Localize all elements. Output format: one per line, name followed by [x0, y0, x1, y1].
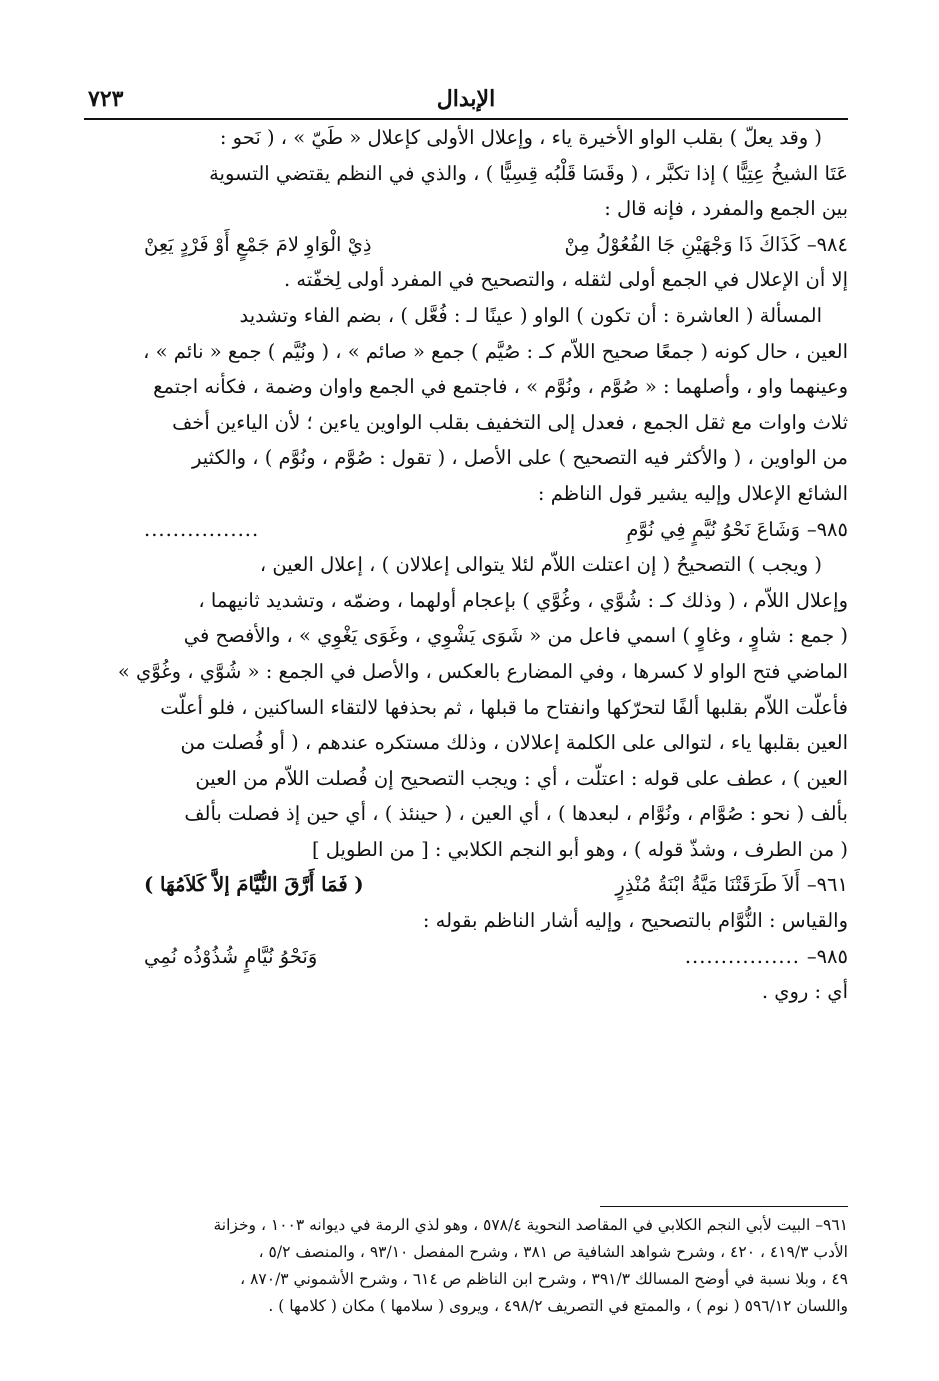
text-line: ( جمع : شاوٍ ، وغاوٍ ) اسمي فاعل من « شَوَى يَشْوِي ، وغَوَى يَغْوِي » ، والأفصح في	[183, 624, 848, 648]
verse-number: ٩٨٥–	[806, 944, 848, 968]
verse-first-hemistich: كَذَاكَ ذَا وَجْهَيْنِ جَا الفُعُوْلُ مِنْ	[564, 232, 800, 256]
verse-985a	[84, 512, 848, 548]
verse-second-hemistich: ذِيْ الْوَاوِ لامَ جَمْعٍ أَوْ فَرْدٍ يَعِنْ	[144, 232, 372, 256]
verse-second-hemistich: وَنَحْوُ نُيَّامٍ شُذُوْذُه نُمِي	[144, 944, 318, 968]
page-header	[84, 84, 848, 120]
text-line: فأعلّت اللاّم بقلبها ألفًا لتحرّكها وانفتاح ما قبلها ، ثم بحذفها لالتقاء الساكنين ، فلو أعلّت	[160, 695, 848, 719]
text-line: بين الجمع والمفرد ، فإنه قال :	[604, 197, 848, 221]
verse-omitted-hemistich: ................	[684, 944, 800, 968]
verse-first-hemistich: وَشَاعَ نَحْوُ نُيَّمٍ فِي نُوَّمِ	[626, 517, 800, 541]
footnotes	[84, 1212, 848, 1320]
text-line: إلا أن الإعلال في الجمع أولى لثقله ، والتصحيح في المفرد أولى لِخفّته .	[283, 268, 848, 292]
text-line: ثلاث واوات مع ثقل الجمع ، فعدل إلى التخفيف بقلب الواوين ياءين ؛ لأن الياءين أخف	[172, 410, 848, 434]
text-line: بألف ( نحو : صُوَّام ، ونُوَّام ، لبعدها ) ، أي العين ، ( حينئذ ) ، أي حين إذ فصلت بألف	[184, 802, 848, 826]
text-line: الماضي فتح الواو لا كسرها ، وفي المضارع بالعكس ، والأصل في الجمع : « شُوَّي ، وغُوَّي »	[117, 659, 848, 683]
chapter-title: الإبدال	[436, 86, 496, 112]
text-line: ( ويجب ) التصحيحُ ( إن اعتلت اللاّم لئلا يتوالى إعلالان ) ، إعلال العين ،	[259, 553, 822, 577]
text-line: من الواوين ، ( والأكثر فيه التصحيح ) على الأصل ، ( تقول : صُوَّم ، ونُوَّم ) ، والكثير	[191, 446, 848, 470]
text-line: والقياس : النُّوَّام بالتصحيح ، وإليه أشار الناظم بقوله :	[422, 909, 848, 933]
text-line: المسألة ( العاشرة : أن تكون ) الواو ( عينًا لـ : فُعَّل ) ، بضم الفاء وتشديد	[239, 303, 822, 327]
verse-second-hemistich: ( فَمَا أَرَّقَ النُّيَّامَ إلاَّ كَلاَمُهَا )	[144, 873, 364, 897]
text-line: أي : روي .	[761, 980, 848, 1004]
main-text	[84, 120, 848, 1010]
text-line: وإعلال اللاّم ، ( وذلك كـ : شُوَّي ، وغُوَّي ) بإعجام أولهما ، وضمّه ، وتشديد ثانيهما ،	[198, 588, 848, 612]
verse-985b	[84, 939, 848, 975]
text-line: وعينهما واو ، وأصلهما : « صُوَّم ، ونُوَّم » ، فاجتمع في الجمع واوان وضمة ، فكأنه اجتمع	[153, 375, 848, 399]
verse-number: ٩٨٤–	[806, 232, 848, 256]
text-line: عَتَا الشيخُ عِتِيًّا ) إذا تكبَّر ، ( وقَسَا قَلْبُه قِسِيًّا ) ، والذي في النظم يقتضي التسوية	[209, 161, 848, 185]
footnote-line: ٤٩ ، وبلا نسبة في أوضح المسالك ٣٩١/٣ ، وشرح ابن الناظم ص ٦١٤ ، وشرح الأشموني ٨٧٠/٣ ،	[240, 1270, 848, 1288]
footnote-divider	[600, 1206, 848, 1207]
text-line: الشائع الإعلال وإليه يشير قول الناظم :	[537, 481, 848, 505]
text-line: ( وقد يعلّ ) بقلب الواو الأخيرة ياء ، وإعلال الأولى كإعلال « طَيّ » ، ( نَحو :	[219, 126, 822, 149]
verse-omitted-hemistich: ................	[144, 517, 260, 541]
footnote-line: واللسان ٥٩٦/١٢ ( نوم ) ، والممتع في التصريف ٤٩٨/٢ ، ويروى ( سلامها ) مكان ( كلامها ) .	[268, 1297, 848, 1315]
verse-number: ٩٦١–	[806, 873, 848, 897]
footnote-line: الأدب ٤١٩/٣ ، ٤٢٠ ، وشرح شواهد الشافية ص ٣٨١ ، وشرح المفصل ٩٣/١٠ ، والمنصف ٥/٢ ،	[258, 1243, 848, 1261]
text-line: ( من الطرف ، وشذّ قوله ) ، وهو أبو النجم الكلابي : [ من الطويل ]	[311, 837, 848, 861]
footnote-line: ٩٦١– البيت لأبي النجم الكلابي في المقاصد النحوية ٥٧٨/٤ ، وهو لذي الرمة في ديوانه ١٠٠٣ ، وخزانة	[213, 1216, 848, 1234]
verse-number: ٩٨٥–	[806, 517, 848, 541]
text-line: العين ) ، عطف على قوله : اعتلّت ، أي : ويجب التصحيح إن فُصلت اللاّم من العين	[195, 766, 848, 790]
verse-984	[84, 227, 848, 263]
verse-first-hemistich: أَلاَ طَرَقَتْنَا مَيَّةُ ابْنَةُ مُنْذِرٍ	[615, 873, 800, 897]
verse-961	[84, 867, 848, 903]
page-number: ٧٢٣	[88, 86, 124, 112]
text-line: العين بقلبها ياء ، لتوالى على الكلمة إعلالان ، وذلك مستكره عندهم ، ( أو فُصلت من	[180, 731, 848, 755]
text-line: العين ، حال كونه ( جمعًا صحيح اللاّم كـ : صُيَّم ) جمع « صائم » ، ( ونُيَّم ) جمع « نائم » ،	[143, 339, 848, 363]
